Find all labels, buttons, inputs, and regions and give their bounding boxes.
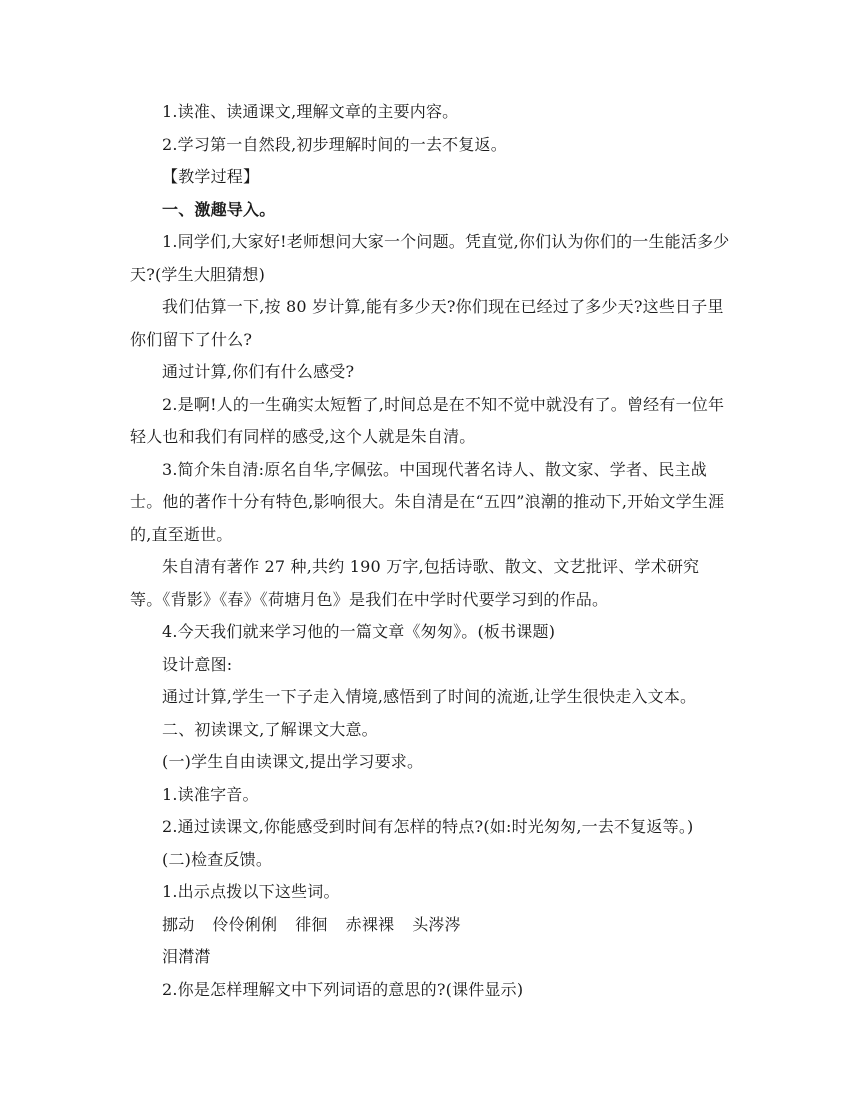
vocabulary-list-line-2: 泪潸潸 (162, 947, 211, 966)
section-1-paragraph-1: 1.同学们,大家好!老师想问大家一个问题。凭直觉,你们认为你们的一生能活多少天?(学生大胆猜想) (130, 232, 730, 284)
section-1-paragraph-6: 朱自清有著作 27 种,共约 190 万字,包括诗歌、散文、文艺批评、学术研究等。《背影》《春》《荷塘月色》是我们在中学时代要学习到的作品。 (130, 557, 700, 609)
vocab-word: 伶伶俐俐 (212, 914, 278, 934)
section-1-paragraph-7: 4.今天我们就来学习他的一篇文章《匆匆》。(板书课题) (162, 622, 556, 641)
section-2-item-1: 1.读准字音。 (162, 784, 259, 804)
objective-2: 2.学习第一自然段,初步理解时间的一去不复返。 (162, 134, 507, 154)
section-1-paragraph-2: 我们估算一下,按 80 岁计算,能有多少天?你们现在已经过了多少天?这些日子里你们留下了什么? (130, 297, 724, 349)
section-1-paragraph-5: 3.简介朱自清:原名自华,字佩弦。中国现代著名诗人、散文家、学者、民主战士。他的著作十分有特色,影响很大。朱自清是在“五四”浪潮的推动下,开始文学生涯的,直至逝世。 (130, 459, 725, 544)
vocab-word: 赤裸裸 (345, 914, 395, 934)
design-intent-text: 通过计算,学生一下子走入情境,感悟到了时间的流逝,让学生很快走入文本。 (162, 687, 697, 706)
teaching-process-heading: 【教学过程】 (162, 167, 260, 186)
vocab-word: 徘徊 (295, 914, 328, 934)
section-1-paragraph-4: 2.是啊!人的一生确实太短暂了,时间总是在不知不觉中就没有了。曾经有一位年轻人也和我们有同样的感受,这个人就是朱自清。 (130, 394, 725, 446)
document-body (130, 96, 730, 1006)
vocab-word: 头涔涔 (412, 914, 461, 934)
section-2-heading: 二、初读课文,了解课文大意。 (162, 719, 378, 739)
section-2-subheading-2: (二)检查反馈。 (162, 849, 273, 869)
vocab-word: 挪动 (162, 914, 195, 934)
section-2-item-2: 2.通过读课文,你能感受到时间有怎样的特点?(如:时光匆匆,一去不复返等。) (162, 817, 694, 836)
section-2-item-3: 1.出示点拨以下这些词。 (162, 882, 340, 901)
design-intent-label: 设计意图: (162, 654, 233, 674)
section-1-heading: 一、激趣导入。 (162, 199, 276, 219)
section-2-item-4: 2.你是怎样理解文中下列词语的意思的?(课件显示) (162, 979, 524, 999)
objective-1: 1.读准、读通课文,理解文章的主要内容。 (162, 102, 459, 121)
section-1-paragraph-3: 通过计算,你们有什么感受? (162, 362, 355, 381)
vocabulary-list (130, 909, 730, 942)
section-2-subheading-1: (一)学生自由读课文,提出学习要求。 (162, 752, 424, 771)
